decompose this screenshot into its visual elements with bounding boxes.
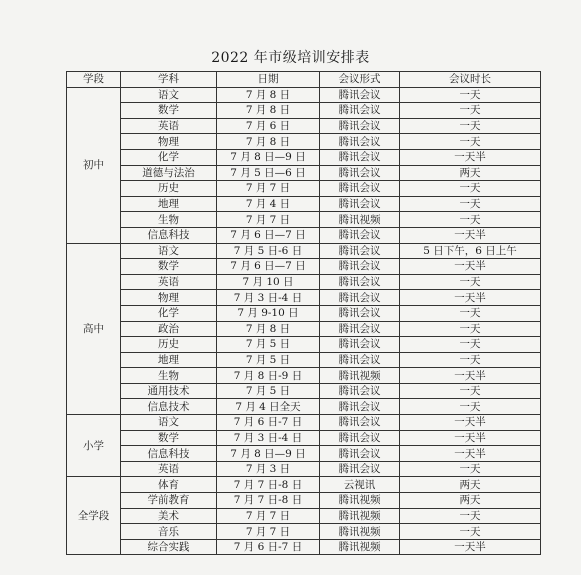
duration-cell: 两天 (400, 477, 541, 493)
subject-cell: 数学 (121, 259, 217, 275)
subject-cell: 语文 (121, 415, 217, 431)
date-cell: 7 月 7 日-8 日 (217, 477, 320, 493)
header-stage: 学段 (67, 72, 121, 88)
subject-cell: 英语 (121, 461, 217, 477)
duration-cell: 一天 (400, 524, 541, 540)
date-cell: 7 月 9-10 日 (217, 305, 320, 321)
mode-cell: 腾讯会议 (320, 321, 400, 337)
training-schedule-table (66, 71, 541, 555)
duration-cell: 一天 (400, 337, 541, 353)
table-row (67, 383, 541, 399)
mode-cell: 腾讯会议 (320, 149, 400, 165)
mode-cell: 腾讯会议 (320, 399, 400, 415)
duration-cell: 一天 (400, 399, 541, 415)
date-cell: 7 月 8 日 (217, 103, 320, 119)
duration-cell: 一天 (400, 118, 541, 134)
subject-cell: 英语 (121, 274, 217, 290)
mode-cell: 腾讯会议 (320, 103, 400, 119)
duration-cell: 一天 (400, 352, 541, 368)
date-cell: 7 月 6 日—7 日 (217, 227, 320, 243)
mode-cell: 腾讯会议 (320, 430, 400, 446)
table-row (67, 415, 541, 431)
subject-cell: 政治 (121, 321, 217, 337)
table-header-row (67, 72, 541, 88)
subject-cell: 体育 (121, 477, 217, 493)
mode-cell: 腾讯视频 (320, 212, 400, 228)
duration-cell: 5 日下午，6 日上午 (400, 243, 541, 259)
date-cell: 7 月 5 日—6 日 (217, 165, 320, 181)
mode-cell: 腾讯视频 (320, 493, 400, 509)
duration-cell: 一天半 (400, 539, 541, 555)
table-row (67, 493, 541, 509)
subject-cell: 信息技术 (121, 399, 217, 415)
table-row (67, 103, 541, 119)
subject-cell: 美术 (121, 508, 217, 524)
date-cell: 7 月 6 日-7 日 (217, 415, 320, 431)
duration-cell: 一天 (400, 103, 541, 119)
mode-cell: 腾讯会议 (320, 243, 400, 259)
table-row (67, 118, 541, 134)
date-cell: 7 月 4 日 (217, 196, 320, 212)
duration-cell: 一天半 (400, 290, 541, 306)
mode-cell: 腾讯会议 (320, 134, 400, 150)
mode-cell: 腾讯会议 (320, 196, 400, 212)
mode-cell: 腾讯会议 (320, 337, 400, 353)
subject-cell: 语文 (121, 243, 217, 259)
subject-cell: 历史 (121, 181, 217, 197)
mode-cell: 腾讯会议 (320, 352, 400, 368)
table-row (67, 227, 541, 243)
duration-cell: 一天 (400, 305, 541, 321)
mode-cell: 腾讯会议 (320, 181, 400, 197)
duration-cell: 一天半 (400, 430, 541, 446)
table-row (67, 243, 541, 259)
date-cell: 7 月 7 日-8 日 (217, 493, 320, 509)
date-cell: 7 月 5 日 (217, 352, 320, 368)
subject-cell: 物理 (121, 134, 217, 150)
date-cell: 7 月 7 日 (217, 508, 320, 524)
table-row (67, 430, 541, 446)
duration-cell: 一天 (400, 461, 541, 477)
mode-cell: 腾讯会议 (320, 305, 400, 321)
subject-cell: 通用技术 (121, 383, 217, 399)
mode-cell: 腾讯会议 (320, 118, 400, 134)
stage-cell: 小学 (67, 415, 121, 477)
duration-cell: 一天半 (400, 415, 541, 431)
mode-cell: 腾讯会议 (320, 461, 400, 477)
document-title: 2022 年市级培训安排表 (211, 50, 370, 66)
duration-cell: 一天 (400, 87, 541, 103)
subject-cell: 数学 (121, 103, 217, 119)
table-row (67, 399, 541, 415)
subject-cell: 历史 (121, 337, 217, 353)
table-row (67, 539, 541, 555)
date-cell: 7 月 5 日 (217, 383, 320, 399)
mode-cell: 腾讯会议 (320, 383, 400, 399)
header-duration: 会议时长 (400, 72, 541, 88)
duration-cell: 一天半 (400, 368, 541, 384)
date-cell: 7 月 8 日-9 日 (217, 368, 320, 384)
stage-cell: 全学段 (67, 477, 121, 555)
table-row (67, 212, 541, 228)
mode-cell: 腾讯会议 (320, 87, 400, 103)
mode-cell: 云视讯 (320, 477, 400, 493)
duration-cell: 一天半 (400, 149, 541, 165)
duration-cell: 一天 (400, 274, 541, 290)
table-row (67, 196, 541, 212)
duration-cell: 一天 (400, 212, 541, 228)
date-cell: 7 月 3 日 (217, 461, 320, 477)
mode-cell: 腾讯会议 (320, 274, 400, 290)
duration-cell: 两天 (400, 493, 541, 509)
table-row (67, 446, 541, 462)
subject-cell: 化学 (121, 305, 217, 321)
date-cell: 7 月 8 日 (217, 321, 320, 337)
duration-cell: 一天半 (400, 227, 541, 243)
duration-cell: 一天 (400, 508, 541, 524)
date-cell: 7 月 8 日—9 日 (217, 446, 320, 462)
duration-cell: 一天 (400, 196, 541, 212)
mode-cell: 腾讯视频 (320, 524, 400, 540)
subject-cell: 信息科技 (121, 227, 217, 243)
mode-cell: 腾讯会议 (320, 415, 400, 431)
table-row (67, 134, 541, 150)
table-row (67, 181, 541, 197)
duration-cell: 一天半 (400, 446, 541, 462)
duration-cell: 一天 (400, 181, 541, 197)
subject-cell: 综合实践 (121, 539, 217, 555)
duration-cell: 两天 (400, 165, 541, 181)
mode-cell: 腾讯视频 (320, 368, 400, 384)
mode-cell: 腾讯会议 (320, 290, 400, 306)
table-row (67, 352, 541, 368)
date-cell: 7 月 4 日全天 (217, 399, 320, 415)
duration-cell: 一天 (400, 134, 541, 150)
subject-cell: 语文 (121, 87, 217, 103)
table-row (67, 165, 541, 181)
table-row (67, 305, 541, 321)
date-cell: 7 月 6 日-7 日 (217, 539, 320, 555)
subject-cell: 地理 (121, 196, 217, 212)
date-cell: 7 月 6 日 (217, 118, 320, 134)
date-cell: 7 月 5 日-6 日 (217, 243, 320, 259)
subject-cell: 生物 (121, 368, 217, 384)
table-row (67, 274, 541, 290)
table-row (67, 337, 541, 353)
mode-cell: 腾讯会议 (320, 165, 400, 181)
table-row (67, 368, 541, 384)
date-cell: 7 月 8 日—9 日 (217, 149, 320, 165)
duration-cell: 一天半 (400, 259, 541, 275)
date-cell: 7 月 7 日 (217, 524, 320, 540)
subject-cell: 道德与法治 (121, 165, 217, 181)
table-row (67, 508, 541, 524)
mode-cell: 腾讯视频 (320, 539, 400, 555)
date-cell: 7 月 5 日 (217, 337, 320, 353)
subject-cell: 物理 (121, 290, 217, 306)
date-cell: 7 月 7 日 (217, 212, 320, 228)
duration-cell: 一天 (400, 383, 541, 399)
stage-cell: 高中 (67, 243, 121, 415)
subject-cell: 信息科技 (121, 446, 217, 462)
table-row (67, 524, 541, 540)
subject-cell: 化学 (121, 149, 217, 165)
header-subject: 学科 (121, 72, 217, 88)
date-cell: 7 月 3 日-4 日 (217, 430, 320, 446)
duration-cell: 一天 (400, 321, 541, 337)
table-row (67, 461, 541, 477)
date-cell: 7 月 8 日 (217, 134, 320, 150)
date-cell: 7 月 10 日 (217, 274, 320, 290)
mode-cell: 腾讯会议 (320, 446, 400, 462)
table-row (67, 477, 541, 493)
subject-cell: 地理 (121, 352, 217, 368)
subject-cell: 音乐 (121, 524, 217, 540)
mode-cell: 腾讯视频 (320, 508, 400, 524)
table-row (67, 259, 541, 275)
date-cell: 7 月 6 日—7 日 (217, 259, 320, 275)
stage-cell: 初中 (67, 87, 121, 243)
date-cell: 7 月 3 日-4 日 (217, 290, 320, 306)
header-mode: 会议形式 (320, 72, 400, 88)
table-row (67, 321, 541, 337)
subject-cell: 学前教育 (121, 493, 217, 509)
date-cell: 7 月 7 日 (217, 181, 320, 197)
header-date: 日期 (217, 72, 320, 88)
subject-cell: 生物 (121, 212, 217, 228)
subject-cell: 数学 (121, 430, 217, 446)
table-row (67, 290, 541, 306)
date-cell: 7 月 8 日 (217, 87, 320, 103)
table-row (67, 149, 541, 165)
subject-cell: 英语 (121, 118, 217, 134)
table-body (67, 87, 541, 555)
mode-cell: 腾讯会议 (320, 259, 400, 275)
table-row (67, 87, 541, 103)
mode-cell: 腾讯会议 (320, 227, 400, 243)
